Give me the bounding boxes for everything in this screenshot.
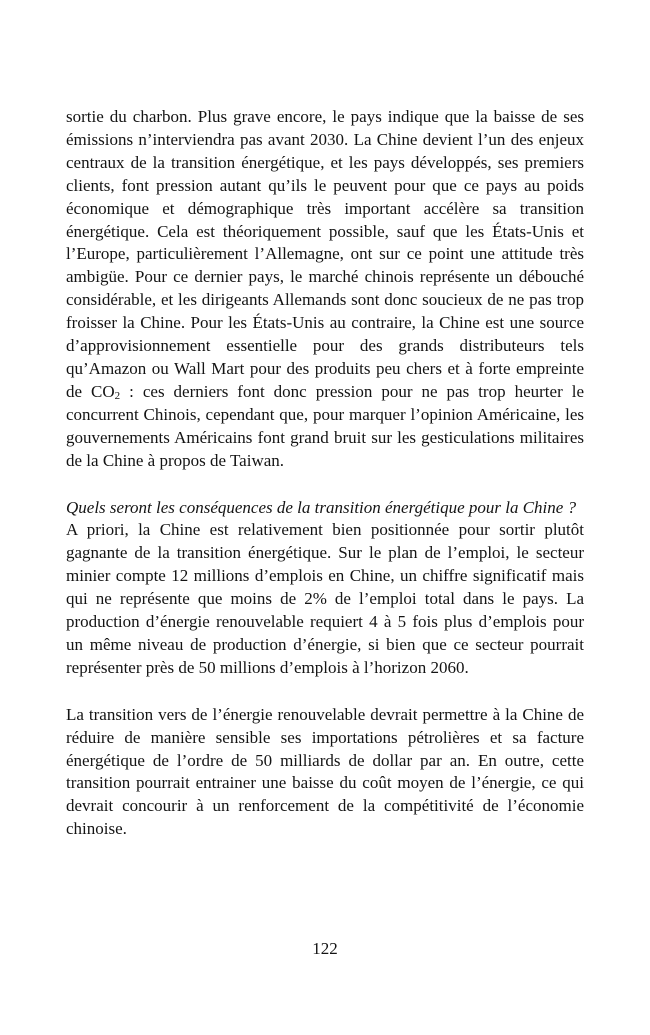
paragraph-1-text: sortie du charbon. Plus grave encore, le pays indique que la baisse de ses émissions n’interviendra pas avant 2030. La Chine devient l’un des enjeux centraux de la transition énergétique, et les pays développés, ses premiers clients, font pression autant qu’ils le peuvent pour que ce pays au poids économique et démographique très important accélère sa transition énergétique. Cela est théoriquement possible, sauf que les États-Unis et l’Europe, particulièrement l’Allemagne, ont sur ce point une attitude très ambigüe. Pour ce dernier pays, le marché chinois représente un débouché considérable, et les dirigeants Allemands sont donc soucieux de ne pas trop froisser la Chine. Pour les États-Unis au contraire, la Chine est une source d’approvisionnement essentielle pour des grands distributeurs tels qu’Amazon ou Wall Mart pour des produits peu chers et à forte empreinte de CO [66,107,584,401]
paragraph-spacer [66,680,584,704]
page-body [66,106,584,841]
page-number: 122 [312,939,338,958]
paragraph-1-text-continued: : ces derniers font donc pression pour ne pas trop heurter le concurrent Chinois, cependant que, pour marquer l’opinion Américaine, les gouvernements Américains font grand bruit sur les gesticulations militaires de la Chine à propos de Taiwan. [66,381,584,470]
section-question-heading: Quels seront les conséquences de la transition énergétique pour la Chine ? [66,497,577,517]
paragraph-spacer [66,473,584,497]
paragraph-china-emissions [66,106,584,473]
paragraph-employment: A priori, la Chine est relativement bien positionnée pour sortir plutôt gagnante de la transition énergétique. Sur le plan de l’emploi, le secteur minier compte 12 millions d’emplois en Chine, un chiffre significatif mais qui ne représente que moins de 2% de l’emploi total dans le pays. La production d’énergie renouvelable requiert 4 à 5 fois plus d’emplois pour un même niveau de production d’énergie, si bien que ce secteur pourrait représenter près de 50 millions d’emplois à l’horizon 2060. [66,520,584,677]
co2-subscript: 2 [114,389,121,402]
paragraph-energy-imports: La transition vers de l’énergie renouvelable devrait permettre à la Chine de réduire de manière sensible ses importations pétrolières et sa facture énergétique de l’ordre de 50 milliards de dollar par an. En outre, cette transition pourrait entrainer une baisse du coût moyen de l’énergie, ce qui devrait concourir à un renforcement de la compétitivité de l’économie chinoise. [66,704,584,839]
